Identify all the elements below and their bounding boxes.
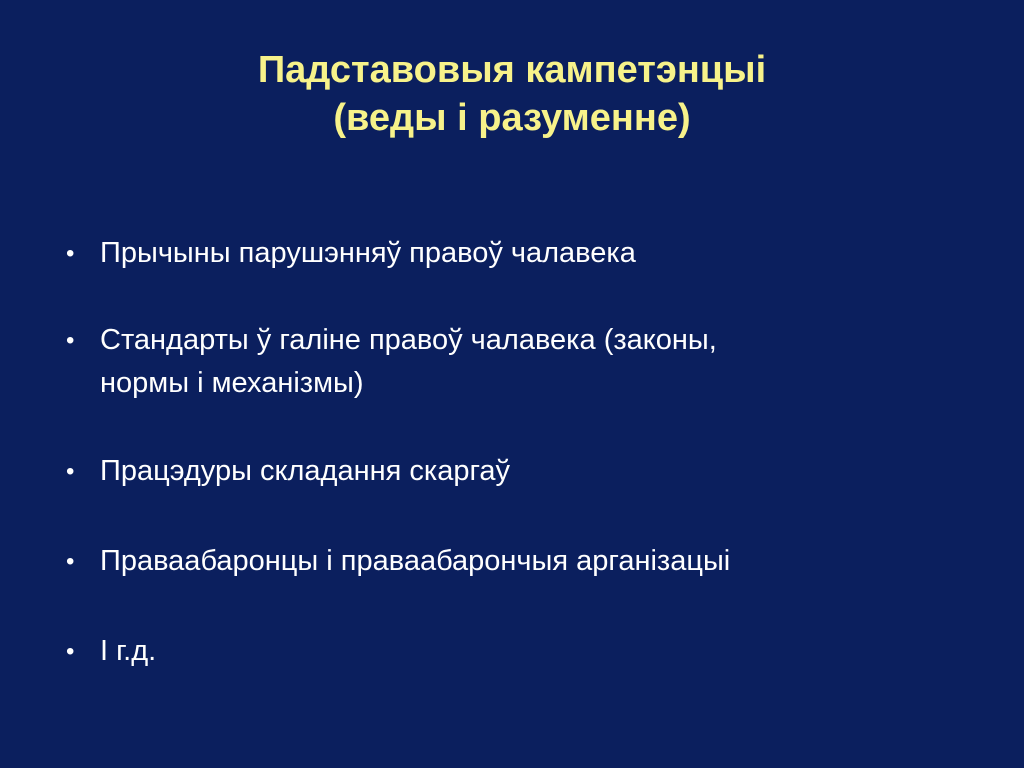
bullet-dot: • [66,240,75,267]
bullet-item [62,232,962,275]
bullet-item [62,319,962,405]
bullet-text: Працэдуры складання скаргаў [100,455,511,487]
bullet-dot: • [66,638,75,665]
slide-title [0,46,1024,142]
bullet-dot: • [66,327,75,354]
title-line-1: Падставовыя кампетэнцыі [257,49,767,91]
bullet-text: І г.д. [100,635,157,667]
bullet-text: Праваабаронцы і праваабарончыя арганізацыі [100,545,731,577]
bullet-dot: • [66,548,75,575]
bullet-item [62,450,962,493]
bullet-list [62,232,962,673]
bullet-text-continued: нормы і механізмы) [100,367,364,399]
bullet-dot: • [66,458,75,485]
bullet-item [62,630,962,673]
title-line-2: (веды і разуменне) [333,97,691,139]
bullet-text: Стандарты ў галіне правоў чалавека (законы, [100,324,717,356]
bullet-text: Прычыны парушэнняў правоў чалавека [100,237,636,269]
bullet-item [62,540,962,583]
